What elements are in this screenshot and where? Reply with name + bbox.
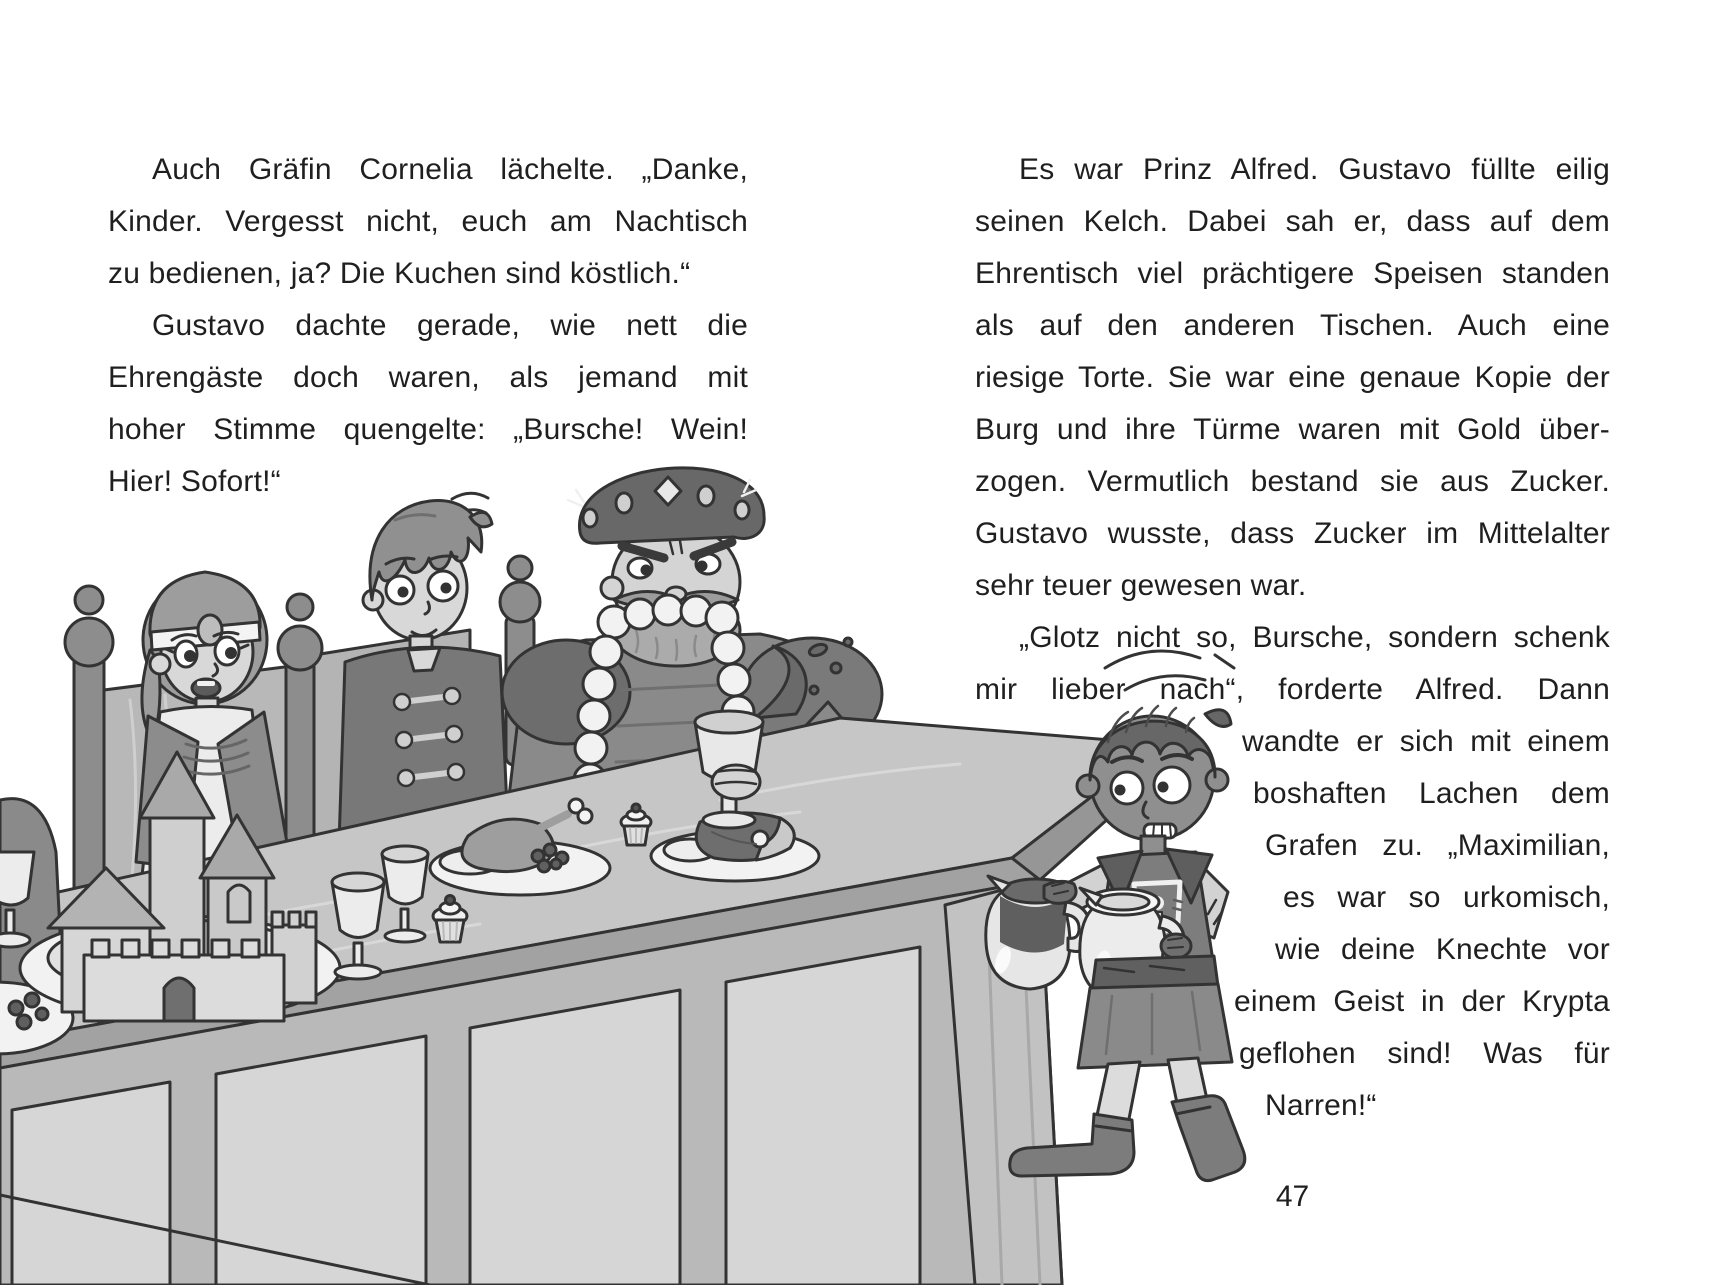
text-line: wie deine Knechte vor [1275, 933, 1610, 966]
text-line: „Glotz nicht so, Bursche, sondern schenk [1019, 621, 1610, 654]
text-line: Ehrentisch viel prächtigere Speisen standen [975, 257, 1610, 290]
text-line: Narren!“ [1265, 1089, 1377, 1122]
text-line: zu bedienen, ja? Die Kuchen sind köstlich.“ [108, 257, 691, 290]
text-line: sehr teuer gewesen war. [975, 569, 1307, 602]
text-line: hoher Stimme quengelte: „Bursche! Wein! [108, 413, 748, 446]
text-line: einem Geist in der Krypta [1234, 985, 1610, 1018]
text-line: Hier! Sofort!“ [108, 465, 281, 498]
text-line: zogen. Vermutlich bestand sie aus Zucker. [975, 465, 1610, 498]
text-line: Ehrengäste doch waren, als jemand mit [108, 361, 748, 394]
text-line: Auch Gräfin Cornelia lächelte. „Danke, [152, 153, 748, 186]
text-line: Grafen zu. „Maximilian, [1265, 829, 1610, 862]
banquet-illustration [0, 440, 1250, 1285]
text-line: Es war Prinz Alfred. Gustavo füllte eilig [1019, 153, 1610, 186]
text-line: Gustavo wusste, dass Zucker im Mittelalter [975, 517, 1610, 550]
text-line: als auf den anderen Tischen. Auch eine [975, 309, 1610, 342]
text-line: wandte er sich mit einem [1242, 725, 1610, 758]
text-line: boshaften Lachen dem [1253, 777, 1610, 810]
text-line: es war so urkomisch, [1283, 881, 1610, 914]
text-line: riesige Torte. Sie war eine genaue Kopie der [975, 361, 1610, 394]
text-line: Gustavo dachte gerade, wie nett die [152, 309, 748, 342]
text-line: mir lieber nach“, forderte Alfred. Dann [975, 673, 1610, 706]
text-line: seinen Kelch. Dabei sah er, dass auf dem [975, 205, 1610, 238]
text-line: Burg und ihre Türme waren mit Gold über- [975, 413, 1610, 446]
text-line: Kinder. Vergesst nicht, euch am Nachtisch [108, 205, 748, 238]
page-number: 47 [1275, 1180, 1310, 1213]
text-line: geflohen sind! Was für [1239, 1037, 1610, 1070]
